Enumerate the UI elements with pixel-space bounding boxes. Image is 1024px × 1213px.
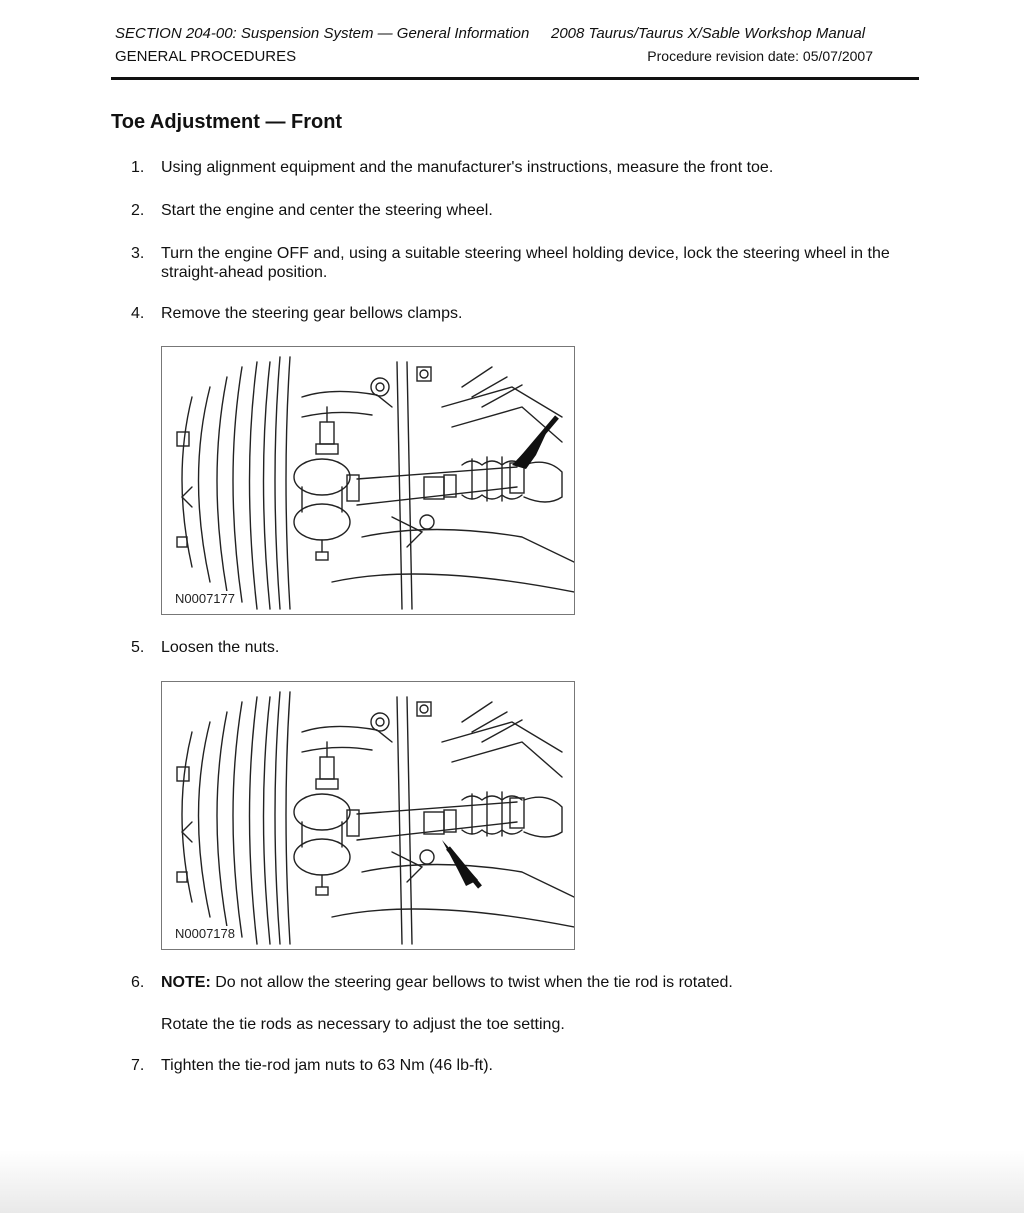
step-text: Turn the engine OFF and, using a suitable steering wheel holding device, lock the steering wheel in the straight-ahead position. <box>161 245 890 281</box>
figure-code: N0007178 <box>175 926 235 941</box>
step-number: 1. <box>131 159 145 176</box>
step-number: 7. <box>131 1057 145 1074</box>
figure-jam-nuts <box>161 681 575 950</box>
step-text: Tighten the tie-rod jam nuts to 63 Nm (46 lb-ft). <box>161 1057 493 1074</box>
header-section-title: SECTION 204-00: Suspension System — General Information <box>115 25 530 42</box>
header-procedures-label: GENERAL PROCEDURES <box>115 48 297 65</box>
step-6 <box>131 973 911 1043</box>
step-number: 3. <box>131 245 145 262</box>
step-number: 4. <box>131 305 145 322</box>
step-text: Loosen the nuts. <box>161 639 280 656</box>
step-text: Using alignment equipment and the manufacturer's instructions, measure the front toe. <box>161 159 774 176</box>
step-note <box>161 973 911 992</box>
note-text: Do not allow the steering gear bellows to twist when the tie rod is rotated. <box>210 974 733 991</box>
header-revision-date: Procedure revision date: 05/07/2007 <box>647 48 873 64</box>
page-bottom-shadow <box>0 1150 1024 1213</box>
step-text: Rotate the tie rods as necessary to adjust the toe setting. <box>161 1016 565 1033</box>
step-text: Remove the steering gear bellows clamps. <box>161 305 463 322</box>
step-number: 5. <box>131 639 145 656</box>
figure-bellows-clamp <box>161 346 575 615</box>
step-number: 2. <box>131 202 145 219</box>
note-label: NOTE: <box>161 974 211 991</box>
step-number: 6. <box>131 974 145 991</box>
suspension-illustration <box>162 347 574 614</box>
page-title: Toe Adjustment — Front <box>111 111 343 133</box>
header-manual-title: 2008 Taurus/Taurus X/Sable Workshop Manual <box>551 25 866 42</box>
step-text: Start the engine and center the steering wheel. <box>161 202 493 219</box>
suspension-illustration <box>162 682 574 949</box>
figure-code: N0007177 <box>175 591 235 606</box>
header-divider <box>111 77 919 80</box>
